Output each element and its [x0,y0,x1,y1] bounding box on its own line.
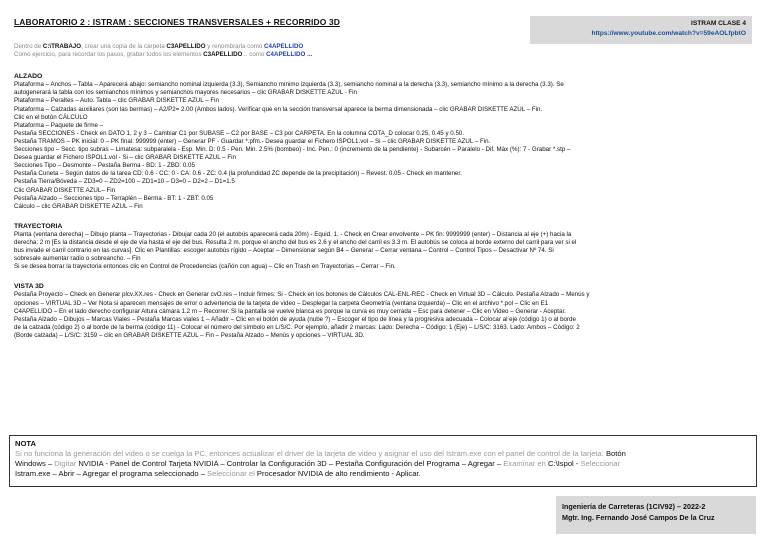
course-name: Ingeniería de Carreteras (1CIV92) – 2022-2 [562,502,706,511]
note-line-1: Si no funciona la generación del video o se cuelga la PC, entonces actualizar el driver de la tarjeta de video y asignar el uso del Istram.exe con el panel de control de la tarjeta: Botón [15,449,626,458]
lab-instructions [14,43,754,340]
class-label: ISTRAM CLASE 4 [691,20,746,27]
vista3d-line: opciones – VIRTUAL 3D – Ver Nota si aparecen mensajes de error o advertencia de la tarjeta de video – Desplegar la carpeta Geometría (ventana izquierda) – Clic en el archivo *.pol – Clic en E1 [14,299,549,307]
vista3d-line: (Borde calzada) – L/S/C: 3159 – clic en GRABAR DISKETTE AZUL – Fin – Pestaña Alzado – Menús y opciones – VIRTUAL 3D. [14,331,365,339]
alzado-line: Clic GRABAR DISKETTE AZUL– Fin [14,186,116,194]
video-link[interactable]: https://www.youtube.com/watch?v=59eAOLfpbtO [591,30,746,37]
page-title: LABORATORIO 2 : ISTRAM : SECCIONES TRANSVERSALES + RECORRIDO 3D [14,17,340,27]
alzado-line: Pestaña TRAMOS – PK inicial: 0 – PK final: 999999 (enter) – Generar PF - Guardar *.pfm.- Desea guardar el Fichero ISPOL1.vol – Si – clic GRABAR DISKETTE AZUL – Fin. [14,137,491,145]
section-heading-trayectoria: TRAYECTORIA [14,222,63,230]
class-info-box [530,16,752,44]
alzado-line: Cálculo – clic GRABAR DISKETTE AZUL – Fin [14,202,143,210]
trayectoria-line: Si se desea borrar la trayectoria entonces clic en Control de Procedencias (cañón con agua) – Clic en Trash en Trayectorias – Cerrar – Fin. [14,263,396,271]
vista3d-line: Pestaña Proyecto – Check en Generar plcv.XX.res - Check en Generar cvO.res – Incluir firmes: Si - Check en los botones de Cálculos CAL-ENL-REC - Check en Virtual 3D – Cálculo. Pestaña Alzado – Menús y [14,291,590,299]
vista3d-line: Pestaña Alzado – Dibujos – Marcas Viales – Pestaña Marcas viales 1 – Añadir – Clic en el botón de ayuda (nube ?) – Escoger el tipo de línea y la progresiva adecuada – Colocar al eje (código 1) o al borde [14,315,576,323]
alzado-line: Desea guardar el Fichero ISPOL1.vol - Si – clic GRABAR DISKETTE AZUL – Fin [14,154,236,162]
note-line-2: Windows – Digitar NVIDIA - Panel de Control Tarjeta NVIDIA – Controlar la Configuración 3D – Pestaña Configuración del Programa – Agregar – Examinar en C:\Ispol - Seleccionar [15,459,621,468]
alzado-line: Pestaña Alzado – Secciones tipo – Terraplén – Berma - BT: 1 - ZBT: 0.05 [14,194,214,202]
alzado-line: Secciones Tipo – Desmonte – Pestaña Berma - BD: 1 - ZBD: 0.05 [14,162,195,170]
intro-line-2: Como ejercicio, para recordar los pasos, grabar todos los elementos C3APELLIDO... como C4APELLIDO ... [14,51,313,59]
vista3d-line: C4APELLIDO – En el lado derecho configurar Altura cámara 1.2 m – Recorrer. Si la pantalla se vuelve blanca es porque la curva es muy cerrada – Esc para detener – Clic en Video – Generar - Aceptar. [14,307,566,315]
alzado-line: Pestaña SECCIONES - Check en DATO 1, 2 y 3 – Cambiar C1 por SUBASE – C2 por BASE – C3 por CARPETA. En la columna COTA_D colocar 0.25, 0.45 y 0.50. [14,129,465,137]
trayectoria-line: sobresale aumentar radio o sobreancho. – Fin [14,255,141,263]
instructor-name: Mgtr. Ing. Fernando José Campos De la Cruz [562,513,715,522]
trayectoria-line: derecha: 2 m [Es la distancia desde el eje de vía hasta el eje del bus. Resulta 2 m. porque el ancho del bus es 2.6 y el ancho del carril es 3.3 m. El autobús se coloca al borde externo del carril para ver si el [14,238,577,246]
alzado-line: autogenerará la tabla con los semianchos mínimos y semianchos mayores necesarios – clic GRABAR DISKETTE AZUL - Fin [14,89,357,97]
trayectoria-line: bus invade el carril contrario en las curvas]. Clic en Plantillas: escoger autobús rígido – Aceptar – Dimensionar según B4 – Generar – Cerrar ventana – Control – Control Tipos – Desactivar Nº 74. Si [14,247,554,255]
alzado-line: Plataforma – Calzadas auxiliares (son las bermas) – A2/P2= 2.00 (Ambos lados). Verificar que en la sección transversal aparece la berma dimensionada – clic GRABAR DISKETTE AZUL – Fin. [14,105,543,113]
section-heading-alzado: ALZADO [14,73,43,81]
alzado-line: Pestaña Tierra/Bóveda – ZD3=0 – ZD2=100 – ZD1=10 – D3=0 – D2=2 – D1=1.5 [14,178,235,186]
alzado-line: Secciones tipo – Secc. tipo subras – Limatesa: subparalela - Esp. Min. D: 0.5 - Pen. Min. 2.5% (bombeo) - Inc. Pen.: 0 (incremento de la pendiente) - Subarcén – Paralelo - Dif. Máx (%): 7 - Grabar *.stp – [14,146,571,154]
alzado-line: Plataforma – Paquete de firme – [14,121,104,129]
intro-line-1: Dentro de C:\TRABAJO, crear una copia de la carpeta C3APELLIDO y renombrarla como C4APELLIDO [14,43,304,50]
alzado-line: Plataforma – Peraltes – Auto. Tabla – clic GRABAR DISKETTE AZUL – Fin [14,97,219,105]
note-line-3: Istram.exe – Abrir – Agregar el programa seleccionado – Seleccionar el Procesador NVIDIA de alto rendimiento - Aplicar. [15,469,421,478]
course-footer [556,496,756,534]
vista3d-line: de la calzada (código 2) o al borde de la berma (código 11) - Colocar el número del símbolo en L/S/C. Por ejemplo, añadir 2 marcas: Lado: Derecha – Código: 1 (Eje) – L/S/C: 3163. Lado: Ambos – Código: 2 [14,323,580,331]
alzado-line: Clic en el botón CÁLCULO [14,113,88,121]
alzado-line: Plataforma – Anchos – Tabla – Aparecerá abajo: semiancho nominal izquierda (3.3), Semiancho mínimo izquierda (3.3), semiancho nominal a la derecha (3.3), semiancho mínimo a la derecha (3.3). Se [14,81,564,89]
alzado-line: Pestaña Cuneta – Según datos de la tarea CD: 0.6 - CC: 0 - CA: 0.6 - ZC: 0.4 (la profundidad ZC depende de la precipitación) – Revest. 0.05 - Check en mantener. [14,170,462,178]
trayectoria-line: Planta (ventana derecha) – Dibujo planta – Trayectorias - Dibujar cada 20 (el autobús aparecerá cada 20m) - Equid. 1. - Check en Crear envolvente – PK fin: 9999999 (enter) – Distancia al eje (+) hacia la [14,230,572,238]
note-title: NOTA [15,439,36,448]
section-heading-vista3d: VISTA 3D [14,283,44,291]
note-box [9,435,757,487]
